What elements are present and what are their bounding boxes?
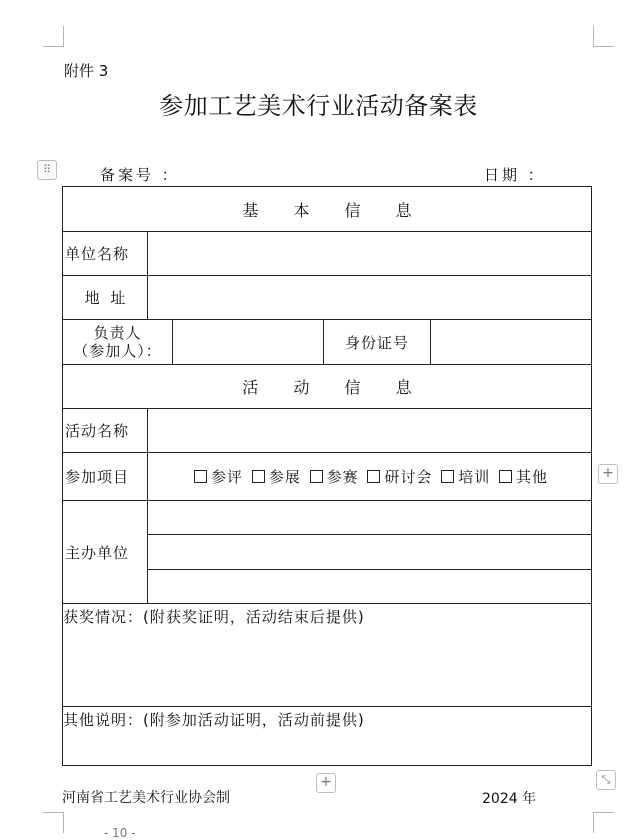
person-field[interactable] [173, 320, 324, 365]
checkbox-icon[interactable] [310, 470, 323, 483]
project-label: 参加项目 [63, 453, 148, 501]
option-review[interactable]: 参评 [191, 468, 243, 486]
person-label-line1: 负责人 [93, 324, 142, 342]
project-options [148, 453, 592, 501]
section-header-basic: 基 本 信 息 [63, 187, 592, 232]
resize-table-icon[interactable]: ⤡ [596, 770, 616, 790]
address-field[interactable] [148, 276, 592, 320]
add-row-plus-icon[interactable]: + [316, 773, 336, 793]
date-label: 日期 ： [484, 166, 546, 184]
page-number: - 10 - [104, 826, 136, 840]
unit-name-field[interactable] [148, 232, 592, 276]
activity-name-field[interactable] [148, 409, 592, 453]
id-number-label: 身份证号 [324, 320, 431, 365]
checkbox-icon[interactable] [367, 470, 380, 483]
other-notes-label: 其他说明：(附参加活动证明，活动前提供) [63, 711, 365, 729]
attachment-label: 附件 3 [64, 62, 109, 80]
checkbox-icon[interactable] [499, 470, 512, 483]
address-label: 地 址 [63, 276, 148, 320]
crop-mark-bottom-left [43, 812, 64, 833]
option-seminar[interactable]: 研讨会 [364, 468, 432, 486]
person-label [63, 320, 173, 365]
other-notes-section[interactable] [63, 707, 592, 766]
add-column-plus-icon[interactable]: + [598, 464, 618, 484]
person-label-line2: （参加人）： [73, 342, 162, 360]
organizer-field-2[interactable] [148, 535, 592, 570]
awards-section[interactable] [63, 604, 592, 707]
option-competition[interactable]: 参赛 [307, 468, 359, 486]
organizer-field-1[interactable] [148, 501, 592, 535]
crop-mark-top-right [593, 26, 614, 47]
move-handle-icon[interactable]: ⠿ [37, 160, 57, 180]
crop-mark-top-left [43, 26, 64, 47]
checkbox-icon[interactable] [441, 470, 454, 483]
footer-year: 2024 年 [482, 791, 537, 807]
registration-number-label: 备案号 ： [100, 166, 180, 184]
option-exhibition[interactable]: 参展 [249, 468, 301, 486]
filing-form-table [62, 186, 592, 766]
awards-label: 获奖情况：(附获奖证明，活动结束后提供) [63, 608, 365, 626]
organizer-field-3[interactable] [148, 570, 592, 604]
page-title: 参加工艺美术行业活动备案表 [159, 92, 478, 120]
checkbox-icon[interactable] [252, 470, 265, 483]
organizer-label: 主办单位 [63, 501, 148, 604]
section-header-activity: 活 动 信 息 [63, 365, 592, 409]
footer-association: 河南省工艺美术行业协会制 [62, 790, 230, 806]
activity-name-label: 活动名称 [63, 409, 148, 453]
id-number-field[interactable] [431, 320, 592, 365]
option-other[interactable]: 其他 [496, 468, 548, 486]
option-training[interactable]: 培训 [438, 468, 490, 486]
checkbox-icon[interactable] [194, 470, 207, 483]
crop-mark-bottom-right [593, 812, 614, 833]
unit-name-label: 单位名称 [63, 232, 148, 276]
